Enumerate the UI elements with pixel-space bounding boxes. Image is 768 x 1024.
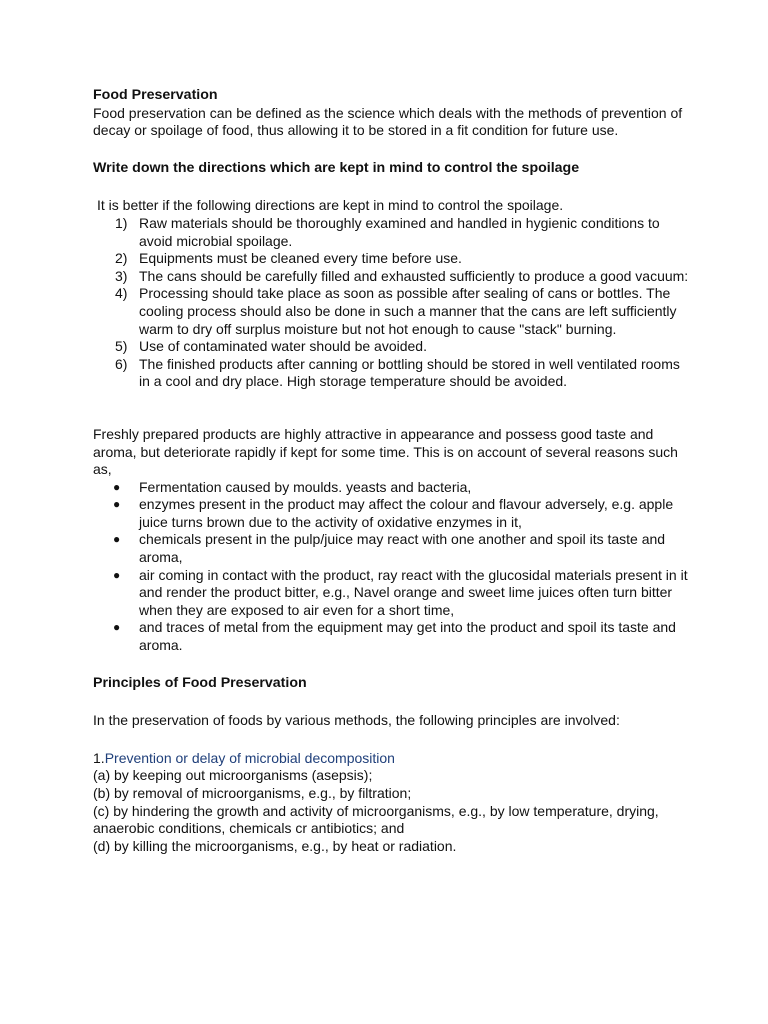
- list-item: 6) The finished products after canning or bottling should be stored in well ventilated rooms in a cool and dry place. High storage temperature should be avoided.: [115, 355, 680, 390]
- list-item: 5) Use of contaminated water should be avoided.: [115, 338, 427, 355]
- bullet-icon: ●: [113, 532, 121, 547]
- list-item: 4) Processing should take place as soon as possible after sealing of cans or bottles. The cooling process should also be done in such a manner that the cans are left sufficiently warm to dry off surplus moisture but not hot enough to cause "stack" burning.: [115, 285, 677, 337]
- list-item: 1) Raw materials should be thoroughly examined and handled in hygienic conditions to avoid microbial spoilage.: [115, 214, 660, 249]
- bullet-icon: ●: [113, 497, 121, 512]
- list-item: ● air coming in contact with the product, ray react with the glucosidal materials present in it and render the product bitter, e.g., Navel orange and sweet lime juices often turn bitter when they are exposed to air even for a short time,: [113, 566, 688, 618]
- question-heading: Write down the directions which are kept in mind to control the spoilage: [93, 159, 580, 176]
- list-item: ● chemicals present in the pulp/juice may react with one another and spoil its taste and aroma,: [113, 531, 666, 566]
- bullet-icon: ●: [113, 479, 121, 494]
- reasons-intro: Freshly prepared products are highly attractive in appearance and possess good taste and aroma, but deteriorate rapidly if kept for some time. This is on account of several reasons such as,: [93, 425, 678, 478]
- bullet-icon: ●: [113, 567, 121, 582]
- reasons-list: [93, 479, 693, 655]
- list-item: ● and traces of metal from the equipment may get into the product and spoil its taste and aroma.: [113, 619, 676, 654]
- page-title: Food Preservation: [93, 87, 218, 103]
- document-page: [93, 87, 693, 855]
- list-item: 2) Equipments must be cleaned every time before use.: [115, 250, 462, 267]
- list-item: ● Fermentation caused by moulds. yeasts and bacteria,: [113, 478, 472, 495]
- directions-intro: It is better if the following directions are kept in mind to control the spoilage.: [97, 197, 564, 214]
- principle-1-item-d: (d) by killing the microorganisms, e.g., by heat or radiation.: [93, 837, 457, 854]
- principles-intro: In the preservation of foods by various methods, the following principles are involved:: [93, 712, 620, 729]
- principle-1-title: 1.Prevention or delay of microbial decomposition: [93, 749, 395, 766]
- principle-1-item-a: (a) by keeping out microorganisms (asepsis);: [93, 767, 373, 784]
- principle-1-item-b: (b) by removal of microorganisms, e.g., by filtration;: [93, 785, 412, 801]
- definition-paragraph: Food preservation can be defined as the science which deals with the methods of prevention of decay or spoilage of food, thus allowing it to be stored in a fit condition for future use.: [93, 104, 683, 139]
- list-item: ● enzymes present in the product may affect the colour and flavour adversely, e.g. apple juice turns brown due to the activity of oxidative enzymes in it,: [113, 496, 674, 530]
- principle-1-item-c: (c) by hindering the growth and activity of microorganisms, e.g., by low temperature, drying, anaerobic conditions, chemicals cr antibiotics; and: [93, 802, 659, 837]
- list-item: 3) The cans should be carefully filled and exhausted sufficiently to produce a good vacuum:: [115, 267, 689, 284]
- bullet-icon: ●: [113, 620, 121, 635]
- directions-list: [93, 215, 693, 391]
- principles-heading: Principles of Food Preservation: [93, 674, 307, 691]
